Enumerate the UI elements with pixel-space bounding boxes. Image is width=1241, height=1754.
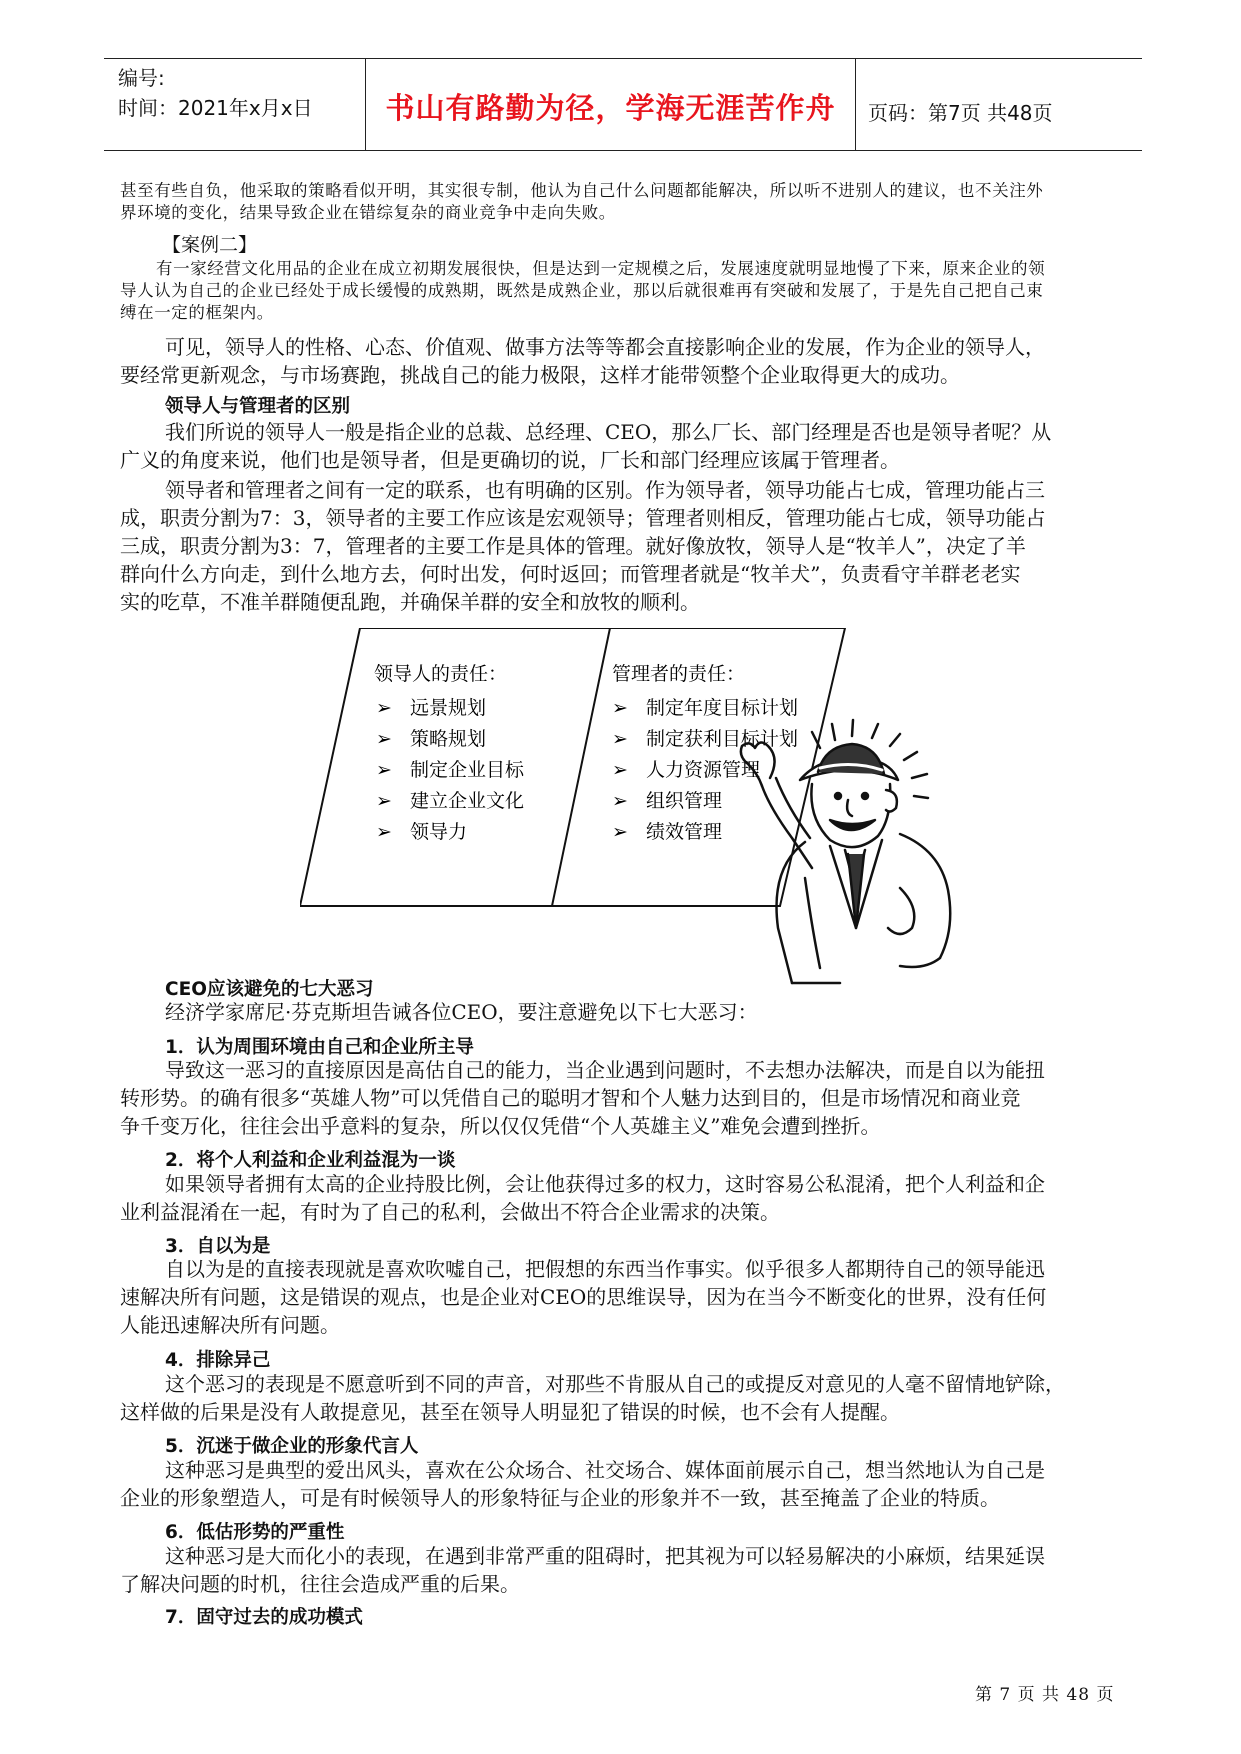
vice-heading: 4．排除异己 (165, 1350, 271, 1371)
vice-heading: 7．固守过去的成功模式 (165, 1607, 363, 1628)
text-line: 这个恶习的表现是不愿意听到不同的声音，对那些不肯服从自己的或提反对意见的人毫不留情地铲除， (165, 1372, 1065, 1396)
arrow-bullet-icon: ➢ (612, 728, 628, 750)
conclusion-paragraph (120, 333, 1124, 389)
header-top-rule (104, 58, 1142, 59)
arrow-bullet-icon: ➢ (612, 697, 628, 719)
leader-item: 制定企业目标 (410, 759, 525, 781)
arrow-bullet-icon: ➢ (612, 790, 628, 812)
arrow-bullet-icon: ➢ (376, 821, 392, 843)
text-line: 甚至有些自负，他采取的策略看似开明，其实很专制，他认为自己什么问题都能解决，所以听不进别人的建议，也不关注外 (120, 181, 1044, 200)
text-line: 广义的角度来说，他们也是领导者，但是更确切的说，厂长和部门经理应该属于管理者。 (120, 448, 900, 472)
vice-paragraph (120, 1370, 1124, 1426)
text-line: 可见，领导人的性格、心态、价值观、做事方法等等都会直接影响企业的发展，作为企业的领导人， (165, 335, 1045, 359)
manager-item: 制定获利目标计划 (646, 728, 799, 750)
text-line: 有一家经营文化用品的企业在成立初期发展很快，但是达到一定规模之后，发展速度就明显地慢了下来，原来企业的领 (156, 259, 1046, 278)
arrow-bullet-icon: ➢ (376, 759, 392, 781)
text-line: 我们所说的领导人一般是指企业的总裁、总经理、CEO，那么厂长、部门经理是否也是领导者呢？从 (165, 420, 1052, 444)
arrow-bullet-icon: ➢ (376, 790, 392, 812)
manager-title: 管理者的责任： (612, 663, 746, 685)
text-line: 经济学家席尼·芬克斯坦告诫各位CEO，要注意避免以下七大恶习： (165, 1000, 758, 1024)
text-line: 人能迅速解决所有问题。 (120, 1313, 340, 1337)
text-line: 界环境的变化，结果导致企业在错综复杂的商业竞争中走向失败。 (120, 203, 616, 222)
vice-paragraph (120, 1542, 1124, 1598)
header-bottom-rule (104, 150, 1142, 151)
section-heading: 领导人与管理者的区别 (165, 396, 351, 417)
text-line: 企业的形象塑造人，可是有时候领导人的形象特征与企业的形象并不一致，甚至掩盖了企业的特质。 (120, 1486, 1000, 1510)
manager-list (612, 697, 798, 843)
leader-item: 远景规划 (410, 697, 487, 719)
vice-heading: 1．认为周围环境由自己和企业所主导 (165, 1037, 474, 1058)
manager-item: 绩效管理 (646, 821, 723, 843)
text-line: 这种恶习是大而化小的表现，在遇到非常严重的阻碍时，把其视为可以轻易解决的小麻烦，结果延误 (165, 1544, 1045, 1568)
leader-list (376, 697, 525, 843)
businessman-illustration-icon (741, 720, 950, 983)
arrow-bullet-icon: ➢ (612, 821, 628, 843)
header-motto: 书山有路勤为径，学海无涯苦作舟 (385, 91, 836, 125)
arrow-bullet-icon: ➢ (612, 759, 628, 781)
vice-paragraph (120, 1255, 1124, 1339)
text-line: 领导者和管理者之间有一定的联系，也有明确的区别。作为领导者，领导功能占七成，管理功能占三 (165, 478, 1045, 502)
arrow-bullet-icon: ➢ (376, 697, 392, 719)
leader-title: 领导人的责任： (374, 663, 508, 685)
intro-paragraph (120, 180, 1124, 224)
text-line: 群向什么方向走，到什么地方去，何时出发，何时返回；而管理者就是“牧羊犬”，负责看守羊群老老实 (120, 562, 1021, 586)
vice-heading: 2．将个人利益和企业利益混为一谈 (165, 1150, 456, 1171)
text-line: 了解决问题的时机，往往会造成严重的后果。 (120, 1572, 520, 1596)
text-line: 要经常更新观念，与市场赛跑，挑战自己的能力极限，这样才能带领整个企业取得更大的成功。 (120, 363, 960, 387)
manager-item: 制定年度目标计划 (646, 697, 799, 719)
case-paragraph (120, 258, 1124, 324)
text-line: 争千变万化，往往会出乎意料的复杂，所以仅仅凭借“个人英雄主义”难免会遭到挫折。 (120, 1114, 881, 1138)
responsibility-diagram (300, 628, 980, 988)
vice-heading: 3．自以为是 (165, 1236, 271, 1257)
text-line: 实的吃草，不准羊群随便乱跑，并确保羊群的安全和放牧的顺利。 (120, 590, 700, 614)
diagram-divider (552, 628, 610, 906)
text-line: 转形势。的确有很多“英雄人物”可以凭借自己的聪明才智和个人魅力达到目的，但是市场情况和商业竞 (120, 1086, 1021, 1110)
manager-item: 组织管理 (646, 790, 723, 812)
leader-item: 建立企业文化 (410, 790, 525, 812)
case-title: 【案例二】 (162, 234, 258, 256)
text-line: 导人认为自己的企业已经处于成长缓慢的成熟期，既然是成熟企业，那以后就很难再有突破和发展了，于是先自己把自己束 (120, 281, 1044, 300)
vice-heading: 6．低估形势的严重性 (165, 1522, 345, 1543)
diff-paragraph-1 (120, 418, 1124, 474)
text-line: 自以为是的直接表现就是喜欢吹嘘自己，把假想的东西当作事实。似乎很多人都期待自己的领导能迅 (165, 1257, 1045, 1281)
text-line: 业利益混淆在一起，有时为了自己的私利，会做出不符合企业需求的决策。 (120, 1200, 780, 1224)
vice-paragraph (120, 1170, 1124, 1226)
text-line: 速解决所有问题，这是错误的观点，也是企业对CEO的思维误导，因为在当今不断变化的世界，没有任何 (120, 1285, 1047, 1309)
header-divider (855, 58, 856, 151)
text-line: 如果领导者拥有太高的企业持股比例，会让他获得过多的权力，这时容易公私混淆，把个人利益和企 (165, 1172, 1045, 1196)
section-heading: CEO应该避免的七大恶习 (165, 979, 374, 1000)
diff-paragraph-2 (120, 476, 1124, 616)
vice-paragraph (120, 1056, 1124, 1140)
text-line: 三成，职责分割为3：7，管理者的主要工作是具体的管理。就好像放牧，领导人是“牧羊人”，决定了羊 (120, 534, 1026, 558)
header-number: 编号: (118, 66, 165, 90)
text-line: 缚在一定的框架内。 (120, 303, 274, 322)
ceo-intro (120, 998, 1124, 1026)
text-line: 这样做的后果是没有人敢提意见，甚至在领导人明显犯了错误的时候，也不会有人提醒。 (120, 1400, 900, 1424)
header-page-number: 页码：第7页 共48页 (868, 101, 1053, 125)
leader-item: 领导力 (410, 821, 468, 843)
vice-heading: 5．沉迷于做企业的形象代言人 (165, 1436, 419, 1457)
header-time: 时间：2021年x月x日 (118, 96, 313, 120)
manager-item: 人力资源管理 (646, 759, 761, 781)
text-line: 这种恶习是典型的爱出风头，喜欢在公众场合、社交场合、媒体面前展示自己，想当然地认为自己是 (165, 1458, 1045, 1482)
leader-item: 策略规划 (410, 728, 487, 750)
vice-paragraph (120, 1456, 1124, 1512)
arrow-bullet-icon: ➢ (376, 728, 392, 750)
page-footer: 第 7 页 共 48 页 (975, 1685, 1115, 1705)
text-line: 导致这一恶习的直接原因是高估自己的能力，当企业遇到问题时，不去想办法解决，而是自以为能扭 (165, 1058, 1045, 1082)
text-line: 成，职责分割为7：3，领导者的主要工作应该是宏观领导；管理者则相反，管理功能占七成，领导功能占 (120, 506, 1046, 530)
